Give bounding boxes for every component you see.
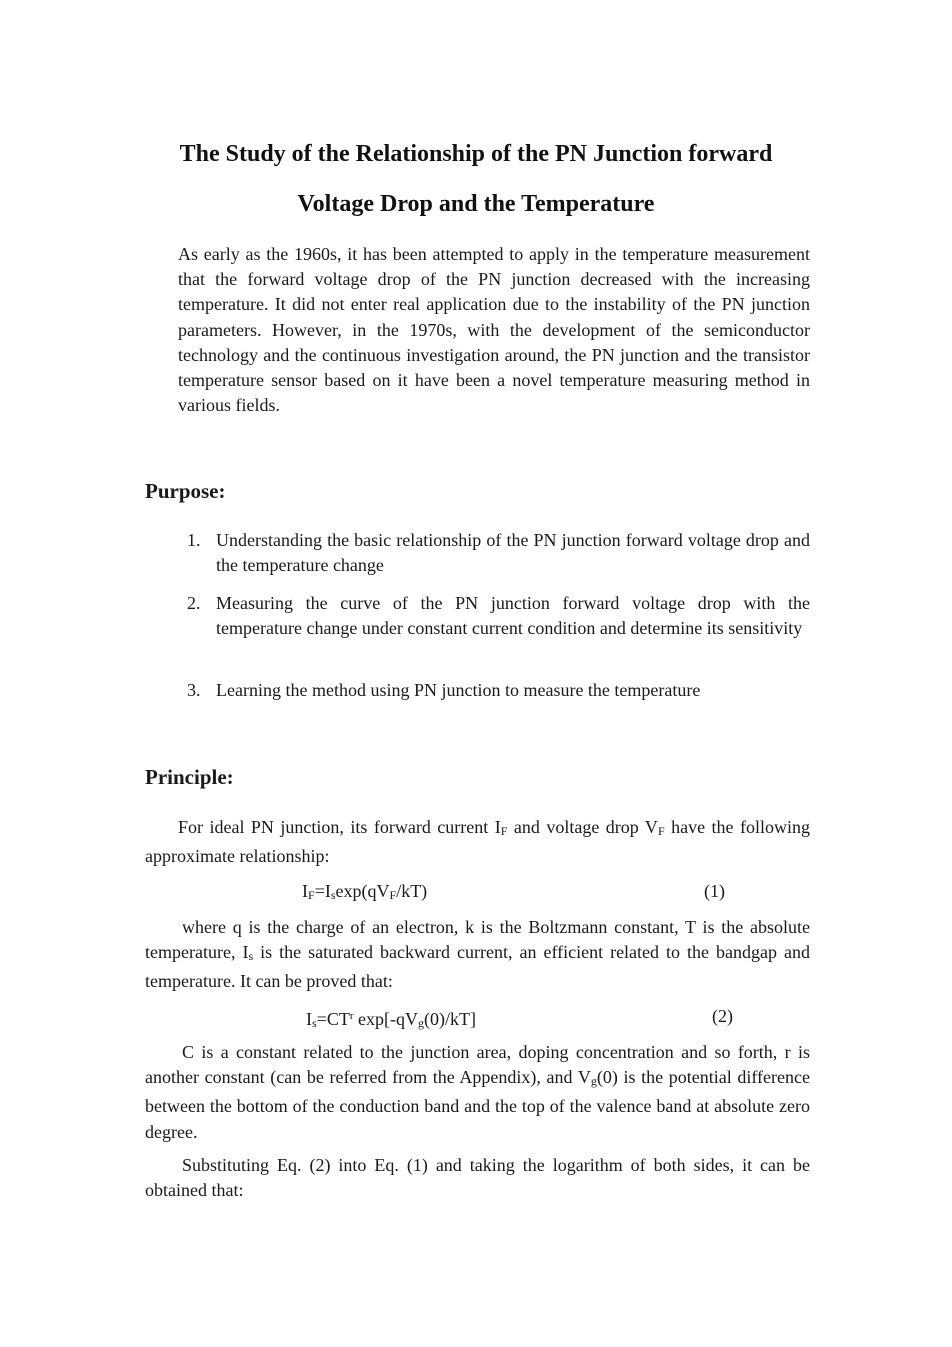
purpose-item-number: 2. xyxy=(187,593,201,613)
principle-paragraph-2 xyxy=(145,915,810,995)
text-run: where q is the charge of an electron, k is the Boltzmann constant, T is the absolute temperature, I xyxy=(145,917,810,963)
purpose-item-number: 3. xyxy=(187,680,201,700)
purpose-item-text: Understanding the basic relationship of the PN junction forward voltage drop and the temperature change xyxy=(216,530,810,575)
eq-text: /kT) xyxy=(396,881,428,901)
purpose-item-text: Measuring the curve of the PN junction forward voltage drop with the temperature change under constant current condition and determine its sensitivity xyxy=(216,593,810,638)
eq-text: I xyxy=(306,1009,312,1029)
principle-paragraph-3 xyxy=(145,1040,810,1145)
title-line-2: Voltage Drop and the Temperature xyxy=(297,191,655,217)
purpose-item-1 xyxy=(187,528,810,578)
subscript: g xyxy=(417,1016,424,1030)
abstract-paragraph: As early as the 1960s, it has been attempted to apply in the temperature measurement that the forward voltage drop of the PN junction decreased with the increasing temperature. It did not enter real application due to the instability of the PN junction parameters. However, in the 1970s, with the development of the semiconductor technology and the continuous investigation around, the PN junction and the transistor temperature sensor based on it have been a novel temperature measuring method in various fields. xyxy=(178,244,810,416)
subscript: g xyxy=(590,1074,597,1089)
subscript: s xyxy=(330,888,336,902)
text-run: (0) is the potential difference between the bottom of the conduction band and the top of the valence band at absolute zero degree. xyxy=(145,1067,810,1142)
eq-text: exp(qV xyxy=(335,881,390,901)
subscript: F xyxy=(657,824,665,838)
eq-text: exp[-qV xyxy=(353,1009,418,1029)
principle-paragraph-4: Substituting Eq. (2) into Eq. (1) and taking the logarithm of both sides, it can be obtained that: xyxy=(145,1155,810,1201)
principle-paragraph-1 xyxy=(145,815,810,869)
text-run: and voltage drop V xyxy=(507,817,658,837)
eq-text: =I xyxy=(314,881,331,901)
subscript: s xyxy=(248,949,254,964)
purpose-item-number: 1. xyxy=(187,530,201,550)
eq-text: =CT xyxy=(316,1009,350,1029)
purpose-item-text: Learning the method using PN junction to measure the temperature xyxy=(216,680,701,700)
subscript: F xyxy=(500,824,508,838)
superscript: r xyxy=(349,1010,354,1022)
text-run: is the saturated backward current, an efficient related to the bandgap and temperature. It can be proved that: xyxy=(145,942,810,992)
purpose-item-2 xyxy=(187,591,810,641)
equation-1 xyxy=(302,879,427,907)
equation-2-number: (2) xyxy=(712,1006,733,1026)
equation-2 xyxy=(306,1004,476,1035)
text-run: C is a constant related to the junction area, doping concentration and so forth, r is another constant (can be referred from the Appendix), and V xyxy=(145,1042,810,1088)
subscript: s xyxy=(312,1016,317,1030)
purpose-item-3 xyxy=(187,678,810,703)
purpose-heading: Purpose: xyxy=(145,479,226,503)
subscript: F xyxy=(389,888,397,902)
principle-heading: Principle: xyxy=(145,765,234,789)
text-run: have the following approximate relationship: xyxy=(145,817,810,867)
text-run: For ideal PN junction, its forward current I xyxy=(178,817,501,837)
subscript: F xyxy=(308,888,315,902)
title-line-1: The Study of the Relationship of the PN Junction forward xyxy=(179,141,773,167)
eq-text: I xyxy=(302,881,308,901)
eq-text: (0)/kT] xyxy=(423,1009,476,1029)
equation-1-number: (1) xyxy=(704,881,725,901)
